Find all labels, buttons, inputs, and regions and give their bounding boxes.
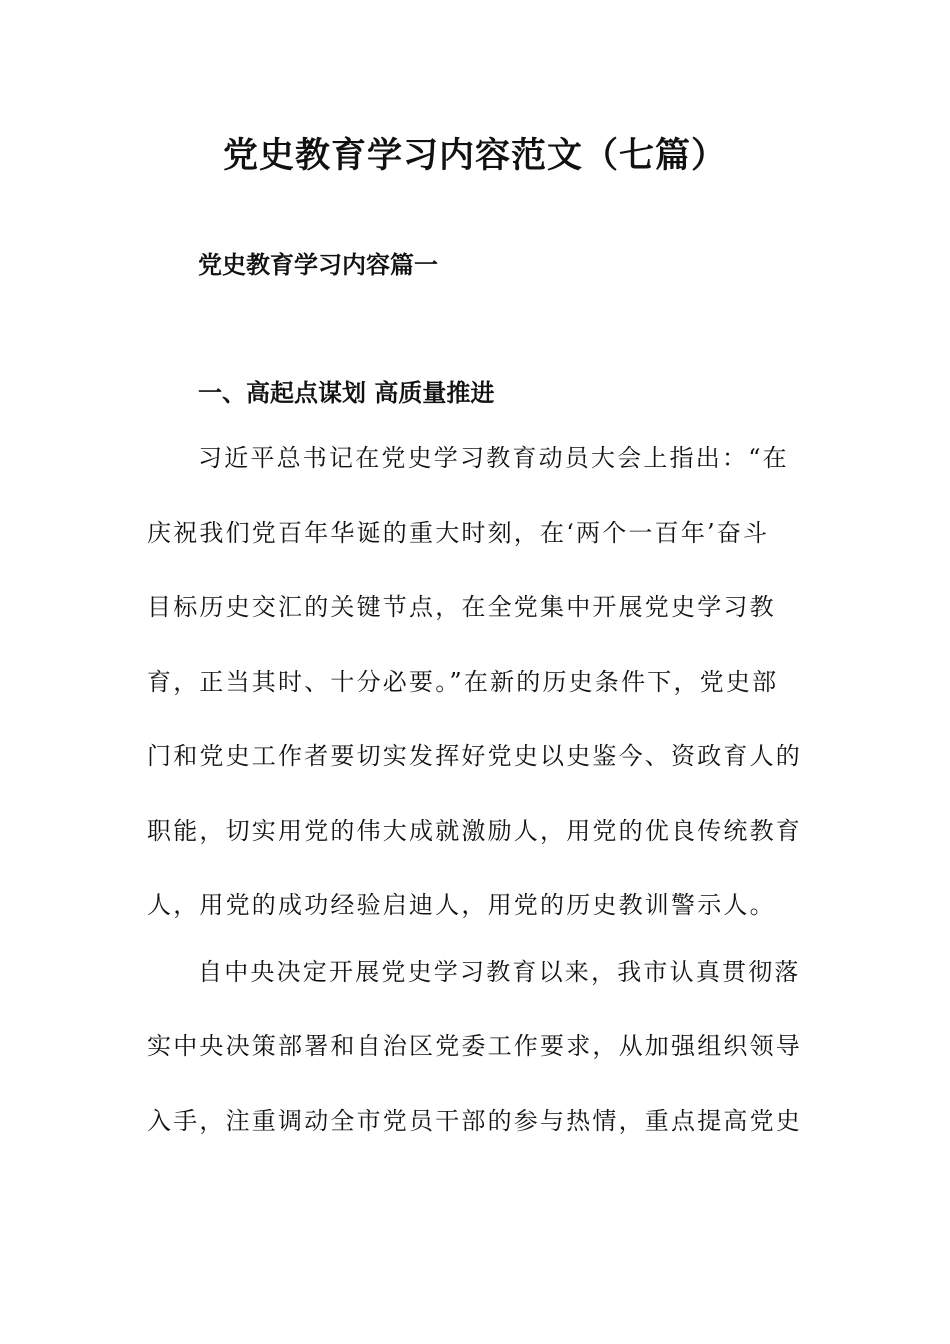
paragraph-1-line: 育，正当其时、十分必要。”在新的历史条件下，党史部 xyxy=(147,668,779,696)
paragraph-1-line: 目标历史交汇的关键节点，在全党集中开展党史学习教 xyxy=(147,593,776,621)
paragraph-1-line: 门和党史工作者要切实发挥好党史以史鉴今、资政育人的 xyxy=(147,742,802,770)
sub-heading: 一、高起点谋划 高质量推进 xyxy=(198,378,495,407)
paragraph-1-line: 庆祝我们党百年华诞的重大时刻，在‘两个一百年’奋斗 xyxy=(147,519,770,547)
paragraph-2-line: 实中央决策部署和自治区党委工作要求，从加强组织领导 xyxy=(147,1032,802,1060)
paragraph-1-line: 习近平总书记在党史学习教育动员大会上指出：“在 xyxy=(198,444,789,472)
document-title: 党史教育学习内容范文（七篇） xyxy=(222,135,727,176)
paragraph-2-line: 入手，注重调动全市党员干部的参与热情，重点提高党史 xyxy=(147,1107,802,1135)
paragraph-2-line: 自中央决定开展党史学习教育以来，我市认真贯彻落 xyxy=(198,958,801,986)
paragraph-1-line: 人，用党的成功经验启迪人，用党的历史教训警示人。 xyxy=(147,891,776,919)
paragraph-1-line: 职能，切实用党的伟大成就激励人，用党的优良传统教育 xyxy=(147,817,802,845)
section-title: 党史教育学习内容篇一 xyxy=(198,250,438,279)
